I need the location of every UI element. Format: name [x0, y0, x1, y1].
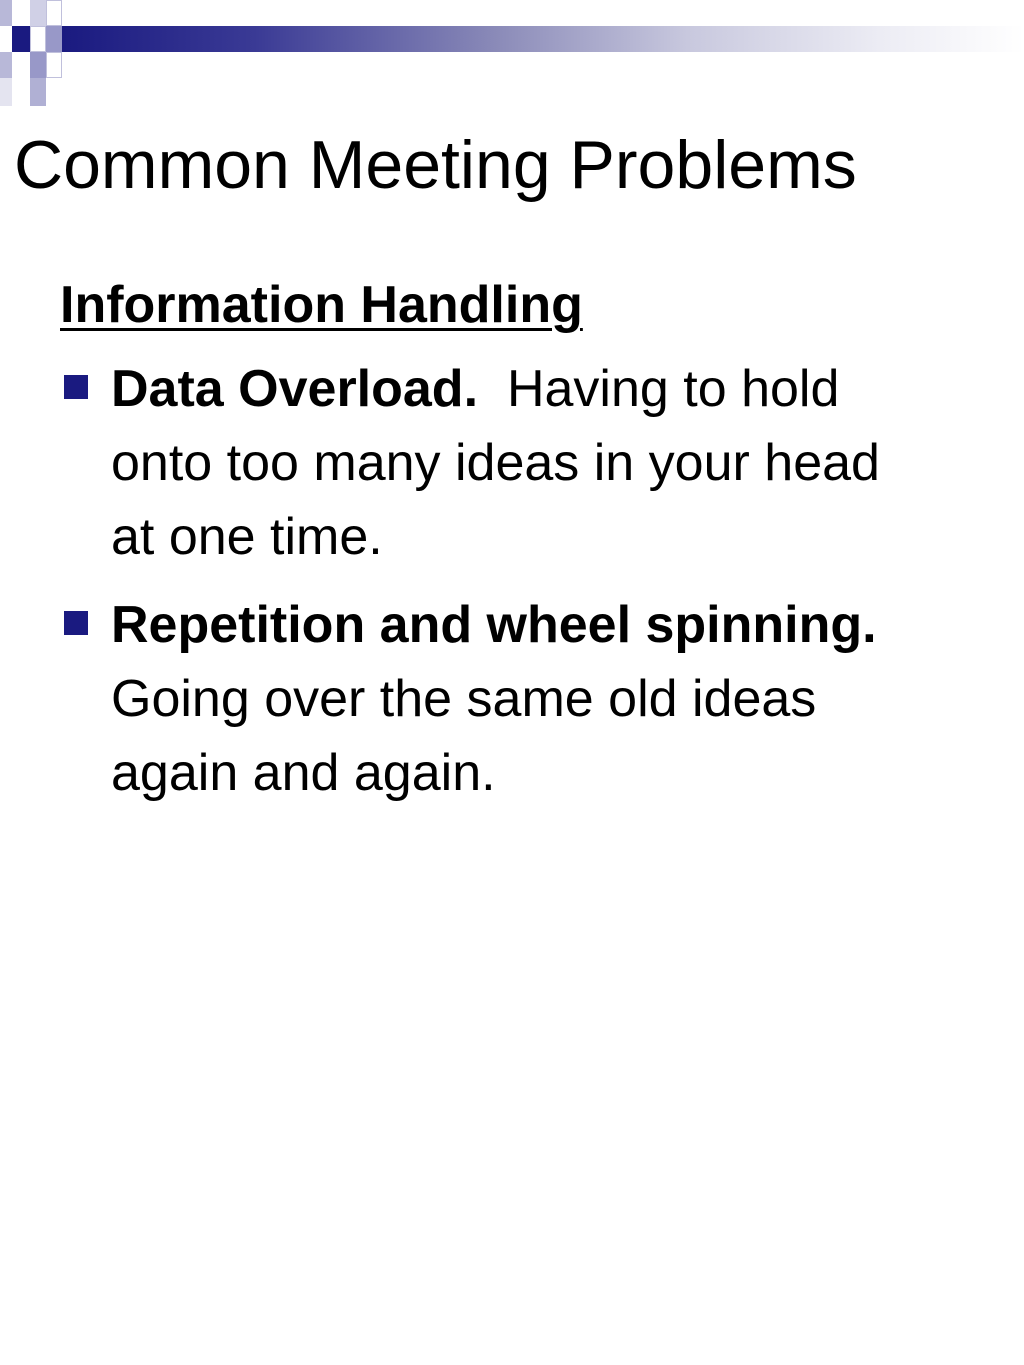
decorative-square [30, 52, 46, 78]
decorative-square [30, 0, 46, 26]
bullet-description: Going over the same old ideas again and again. [111, 669, 817, 802]
decorative-square [12, 26, 30, 52]
section-heading: Information Handling [60, 276, 583, 334]
square-bullet-icon [64, 611, 88, 635]
slide-content [60, 272, 960, 824]
header-gradient-bar [62, 26, 1024, 52]
bullet-term: Repetition and wheel spinning. [111, 595, 877, 654]
decorative-square [46, 0, 62, 26]
decorative-square [30, 78, 46, 106]
bullet-list [60, 352, 960, 810]
decorative-square [46, 52, 62, 78]
decorative-square [0, 0, 12, 26]
square-bullet-icon [64, 375, 88, 399]
slide-title: Common Meeting Problems [14, 127, 857, 203]
decorative-square [46, 26, 62, 52]
bullet-term: Data Overload. [111, 359, 479, 418]
decorative-square [0, 78, 12, 106]
bullet-item [60, 588, 911, 810]
bullet-item [60, 352, 911, 574]
bullet-description: Having to hold onto too many ideas in your head at one time. [111, 359, 880, 566]
header-decoration [0, 0, 1024, 110]
decorative-square [30, 26, 46, 52]
decorative-square [0, 52, 12, 78]
